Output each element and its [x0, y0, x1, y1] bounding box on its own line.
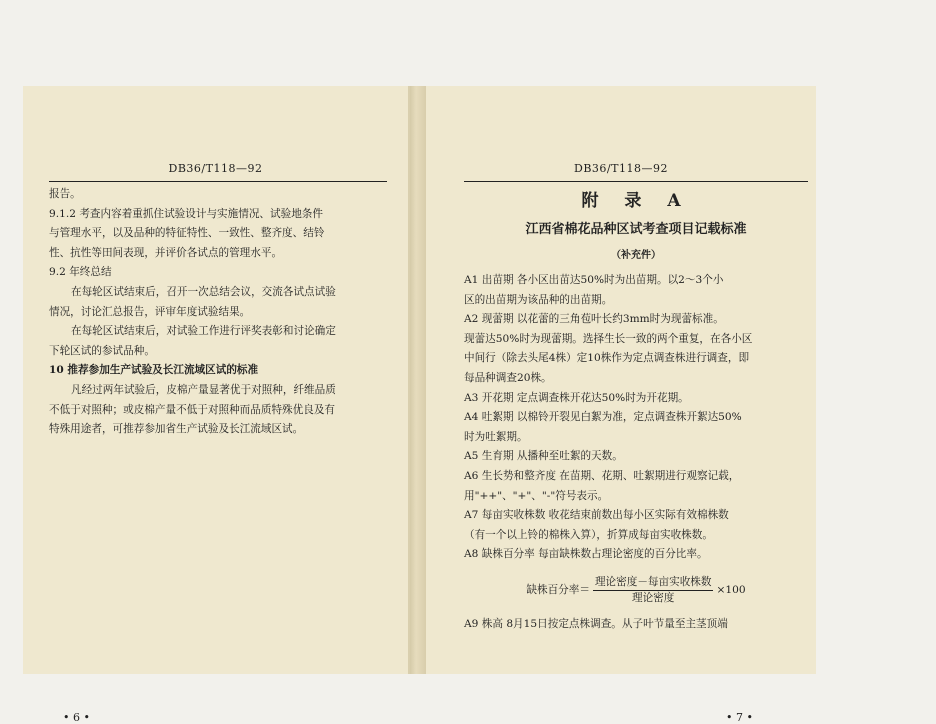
formula-fraction	[593, 575, 714, 606]
text-line: 区的出苗期为该品种的出苗期。	[464, 293, 613, 306]
formula-numerator: 理论密度－每亩实收株数	[593, 575, 714, 591]
text-line: 中间行（除去头尾4株）定10株作为定点调查株进行调查，即	[464, 352, 750, 365]
text-line: 不低于对照种；或皮棉产量不低于对照种而品质特殊优良及有	[49, 403, 336, 416]
right-header-rule	[464, 181, 808, 182]
text-line: 9.1.2 考查内容着重抓住试验设计与实施情况、试验地条件	[49, 207, 323, 220]
text-line: 时为吐絮期。	[464, 430, 528, 443]
text-line: 现蕾达50%时为现蕾期。选择生长一致的两个重复，在各小区	[464, 332, 753, 345]
right-page-header: DB36/T118—92	[574, 162, 668, 175]
formula-denominator: 理论密度	[632, 592, 675, 605]
text-line: 用"++"、"+"、"-"符号表示。	[464, 489, 609, 502]
formula-rhs: ×100	[716, 584, 746, 597]
appendix-subtitle: 江西省棉花品种区试考查项目记载标准	[525, 222, 747, 237]
text-line: 性、抗性等田间表现，并评价各试点的管理水平。	[49, 246, 283, 259]
text-line: 与管理水平，以及品种的特征特性、一致性、整齐度、结铃	[49, 227, 325, 240]
text-line: A4 吐絮期 以棉铃开裂见白絮为准，定点调查株开絮达50%	[464, 411, 742, 424]
text-line: A9 株高 8月15日按定点株调查。从子叶节量至主茎顶端	[464, 617, 728, 630]
left-page-number: • 6 •	[63, 711, 90, 724]
text-line: A3 开花期 定点调查株开花达50%时为开花期。	[464, 391, 689, 404]
text-line: 9.2 年终总结	[49, 266, 112, 279]
text-line: 情况，讨论汇总报告，评审年度试验结果。	[49, 305, 251, 318]
text-line: 下轮区试的参试品种。	[49, 344, 155, 357]
appendix-note: （补充件）	[611, 250, 661, 261]
text-line: 特殊用途者，可推荐参加省生产试验及长江流域区试。	[49, 423, 304, 436]
text-line: 在每轮区试结束后，对试验工作进行评奖表彰和讨论确定	[71, 325, 336, 338]
text-line: A1 出苗期 各小区出苗达50%时为出苗期。以2～3个小	[464, 274, 724, 286]
text-line: A8 缺株百分率 每亩缺株数占理论密度的百分比率。	[464, 548, 708, 561]
right-page-body	[464, 185, 808, 635]
missing-plant-formula	[464, 571, 808, 611]
text-line: A6 生长势和整齐度 在苗期、花期、吐絮期进行观察记载，	[464, 469, 740, 482]
text-line: 每品种调查20株。	[464, 371, 552, 384]
left-page	[23, 86, 410, 724]
left-page-body	[49, 185, 389, 440]
text-line: 报告。	[49, 188, 81, 200]
appendix-title: 附 录 A	[581, 191, 691, 211]
right-page	[426, 86, 816, 724]
text-line: A2 现蕾期 以花蕾的三角苞叶长约3mm时为现蕾标准。	[464, 313, 724, 326]
formula-lhs: 缺株百分率＝	[526, 584, 590, 597]
text-line: A7 每亩实收株数 收花结束前数出每小区实际有效棉株数	[464, 509, 729, 522]
right-page-number: • 7 •	[726, 711, 753, 724]
text-line: 在每轮区试结束后，召开一次总结会议，交流各试点试验	[71, 285, 336, 298]
book-spine	[408, 86, 426, 674]
text-line: 凡经过两年试验后，皮棉产量显著优于对照种，纤维品质	[71, 383, 336, 396]
text-line: A5 生育期 从播种至吐絮的天数。	[464, 450, 623, 463]
text-line: 10 推荐参加生产试验及长江流域区试的标准	[49, 364, 259, 377]
left-page-header: DB36/T118—92	[168, 162, 263, 175]
appendix-items-continued	[464, 615, 808, 635]
left-header-rule	[49, 181, 387, 182]
text-line: （有一个以上铃的棉株入算），折算成每亩实收株数。	[464, 528, 713, 541]
appendix-items	[464, 271, 808, 565]
